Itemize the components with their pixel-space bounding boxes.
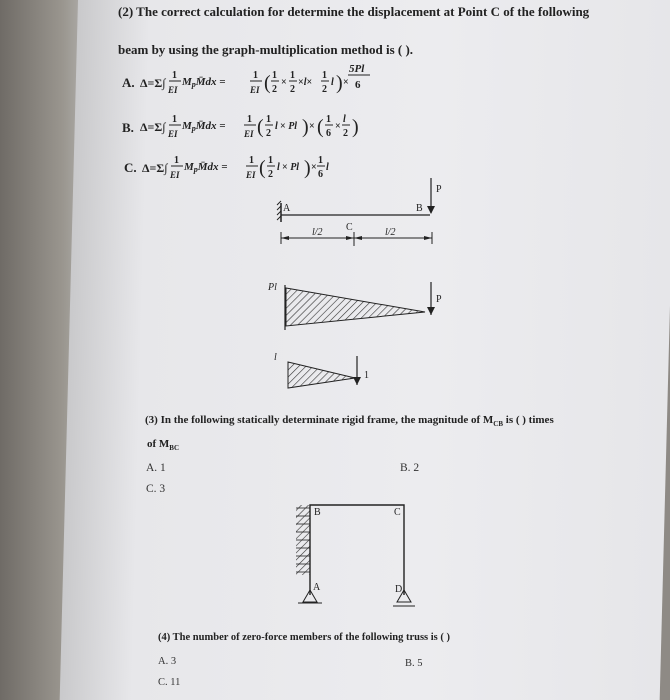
svg-text:1: 1	[249, 155, 254, 166]
q3-option-c[interactable]: C. 3	[146, 483, 166, 495]
svg-text:EI: EI	[170, 170, 180, 180]
svg-text:×: ×	[343, 77, 349, 88]
q4-option-b[interactable]: B. 5	[405, 658, 423, 669]
svg-text:Δ=Σ∫: Δ=Σ∫	[140, 76, 166, 90]
svg-text:6: 6	[355, 79, 361, 91]
option-letter: C.	[124, 160, 137, 175]
svg-text:(: (	[264, 72, 271, 94]
svg-text:1: 1	[266, 114, 271, 125]
svg-text:1: 1	[172, 114, 177, 125]
svg-text:5Pl: 5Pl	[349, 63, 365, 75]
svg-text:EI: EI	[168, 129, 178, 139]
svg-text:l: l	[275, 121, 278, 132]
q3-option-a[interactable]: A. 1	[146, 462, 166, 474]
svg-text:6: 6	[318, 169, 323, 180]
label-l: l	[274, 352, 277, 363]
svg-text:1: 1	[326, 114, 331, 125]
frame-label-c: C	[394, 507, 401, 518]
svg-text:× Pl: × Pl	[280, 121, 298, 132]
svg-text:EI: EI	[168, 85, 178, 95]
svg-text:MpM̄dx =: MpM̄dx =	[182, 120, 226, 133]
svg-text:2: 2	[343, 128, 348, 139]
svg-text:×: ×	[311, 162, 317, 173]
label-half1: l/2	[312, 227, 323, 238]
q4-option-a[interactable]: A. 3	[158, 656, 177, 667]
svg-text:Δ=Σ∫: Δ=Σ∫	[142, 161, 168, 175]
q2-text-line1: (2) The correct calculation for determine the displacement at Point C of the following	[118, 4, 590, 19]
label-p2: P	[436, 294, 442, 305]
svg-text:1: 1	[253, 70, 258, 81]
svg-text:MpM̄dx =: MpM̄dx =	[184, 161, 228, 174]
svg-text:l: l	[277, 162, 280, 173]
svg-text:EI: EI	[246, 170, 256, 180]
svg-text:Δ=Σ∫: Δ=Σ∫	[140, 120, 166, 134]
svg-text:1: 1	[318, 155, 323, 166]
svg-text:1: 1	[247, 114, 252, 125]
svg-text:): )	[302, 116, 309, 138]
svg-text:(: (	[259, 157, 266, 179]
svg-text:EI: EI	[244, 129, 254, 139]
label-pl: Pl	[268, 282, 277, 293]
q3-text-line2: of $M_{BC}$	[147, 438, 180, 453]
svg-text:2: 2	[322, 84, 327, 95]
svg-text:×l×: ×l×	[298, 77, 313, 88]
label-c: C	[346, 222, 353, 233]
svg-text:MpM̄dx =: MpM̄dx =	[182, 76, 226, 89]
svg-text:1: 1	[174, 155, 179, 166]
label-b: B	[416, 203, 423, 214]
frame-label-d: D	[395, 584, 403, 595]
svg-text:2: 2	[290, 84, 295, 95]
q4-option-c[interactable]: C. 11	[158, 677, 181, 688]
label-one: 1	[364, 370, 369, 381]
frame-label-a: A	[313, 582, 321, 593]
svg-text:1: 1	[322, 70, 327, 81]
svg-text:): )	[336, 72, 343, 94]
label-a: A	[283, 203, 291, 214]
svg-text:2: 2	[266, 128, 271, 139]
label-p1: P	[436, 184, 442, 195]
svg-text:): )	[304, 157, 311, 179]
svg-text:): )	[352, 116, 359, 138]
svg-text:1: 1	[272, 70, 277, 81]
svg-text:EI: EI	[250, 85, 260, 95]
svg-text:2: 2	[268, 169, 273, 180]
svg-text:1: 1	[290, 70, 295, 81]
q3-text-line1: (3) In the following statically determinate rigid frame, the magnitude of $M_{CB}$ is ( ) times	[145, 414, 554, 429]
svg-text:l: l	[343, 114, 346, 125]
option-letter: B.	[122, 120, 134, 135]
q3-option-b[interactable]: B. 2	[400, 462, 420, 474]
frame-label-b: B	[314, 507, 321, 518]
svg-text:×: ×	[309, 121, 315, 132]
frame-members	[310, 505, 404, 595]
option-letter: A.	[122, 75, 135, 90]
svg-text:(: (	[317, 116, 324, 138]
svg-text:(: (	[257, 116, 264, 138]
svg-text:1: 1	[172, 70, 177, 81]
q2-text-line2: beam by using the graph-multiplication method is ( ).	[118, 42, 414, 57]
svg-text:× Pl: × Pl	[282, 162, 300, 173]
svg-text:6: 6	[326, 128, 331, 139]
svg-text:×: ×	[335, 121, 341, 132]
svg-text:2: 2	[272, 84, 277, 95]
label-half2: l/2	[385, 227, 396, 238]
svg-text:l: l	[326, 162, 329, 173]
q4-text-line1: (4) The number of zero-force members of the following truss is ( )	[158, 632, 451, 643]
svg-text:1: 1	[268, 155, 273, 166]
svg-text:l: l	[331, 77, 334, 88]
svg-text:×: ×	[281, 77, 287, 88]
